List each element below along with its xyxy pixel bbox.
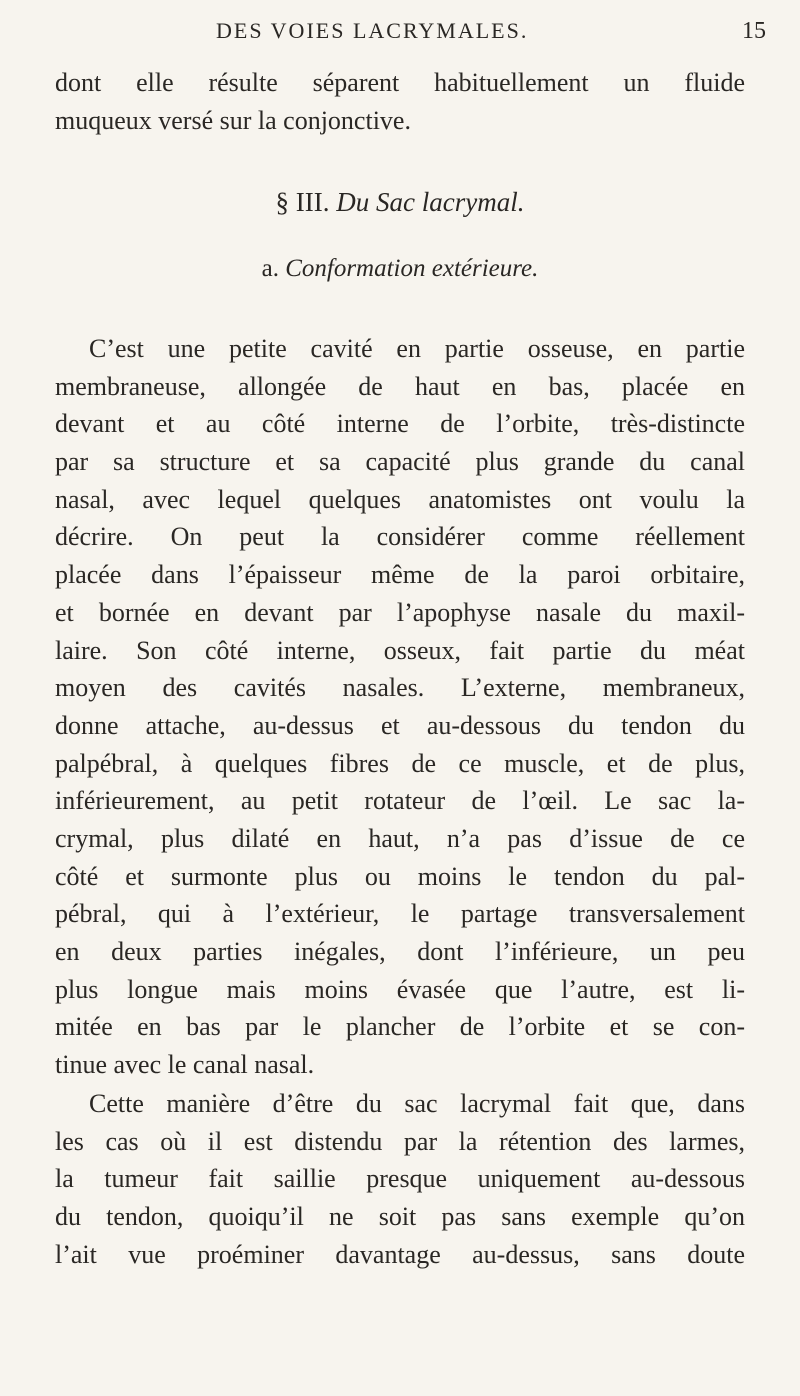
text-line: les cas où il est distendu par la rétention des larmes, <box>55 1126 745 1156</box>
text-line: inférieurement, au petit rotateur de l’œil. Le sac la- <box>55 786 745 816</box>
text-line: C’est une petite cavité en partie osseuse, en partie <box>89 334 745 363</box>
section-number: § III. <box>275 187 330 217</box>
subsection-title: Conformation extérieure. <box>285 255 539 282</box>
section-title: Du Sac lacrymal. <box>336 187 525 217</box>
text-line: plus longue mais moins évasée que l’autre, est li- <box>55 974 745 1004</box>
text-line: décrire. On peut la considérer comme réellement <box>55 522 745 552</box>
text-line: du tendon, quoiqu’il ne soit pas sans exemple qu’on <box>55 1202 745 1232</box>
text-line: la tumeur fait saillie presque uniquement au-dessous <box>55 1164 745 1194</box>
running-title: DES VOIES LACRYMALES. <box>216 18 529 43</box>
text-line: et bornée en devant par l’apophyse nasale du maxil- <box>55 597 745 627</box>
text-line: crymal, plus dilaté en haut, n’a pas d’issue de ce <box>55 823 745 853</box>
text-line: côté et surmonte plus ou moins le tendon du pal- <box>55 861 745 891</box>
text-line: donne attache, au-dessus et au-dessous du tendon du <box>55 710 745 740</box>
text-line: en deux parties inégales, dont l’inférieure, un peu <box>55 937 745 966</box>
text-line: l’ait vue proéminer davantage au-dessus, sans doute <box>55 1239 745 1269</box>
running-head <box>0 18 800 54</box>
text-line: palpébral, à quelques fibres de ce muscle, et de plus, <box>55 748 745 778</box>
opening-text <box>55 64 745 139</box>
text-line: mitée en bas par le plancher de l’orbite et se con- <box>55 1012 745 1042</box>
text-line: dont elle résulte séparent habituellement un fluide <box>55 68 745 97</box>
text-line: membraneuse, allongée de haut en bas, placée en <box>55 371 745 401</box>
page-number: 15 <box>742 18 766 44</box>
text-line: muqueux versé sur la conjonctive. <box>55 105 411 135</box>
subsection-heading <box>0 255 800 283</box>
text-line: placée dans l’épaisseur même de la paroi orbitaire, <box>55 560 745 590</box>
text-line: pébral, qui à l’extérieur, le partage transversalement <box>55 899 745 929</box>
text-line: devant et au côté interne de l’orbite, très-distincte <box>55 409 745 439</box>
section-heading <box>0 187 800 218</box>
text-line: Cette manière d’être du sac lacrymal fait que, dans <box>89 1089 745 1118</box>
subsection-letter: a. <box>261 255 279 282</box>
text-line: laire. Son côté interne, osseux, fait partie du méat <box>55 635 745 665</box>
paragraph-1 <box>55 330 745 1084</box>
text-line: nasal, avec lequel quelques anatomistes ont voulu la <box>55 484 745 514</box>
paragraph-2 <box>55 1085 745 1273</box>
text-line: tinue avec le canal nasal. <box>55 1050 315 1080</box>
text-line: par sa structure et sa capacité plus grande du canal <box>55 447 745 477</box>
text-line: moyen des cavités nasales. L’externe, membraneux, <box>55 673 745 703</box>
